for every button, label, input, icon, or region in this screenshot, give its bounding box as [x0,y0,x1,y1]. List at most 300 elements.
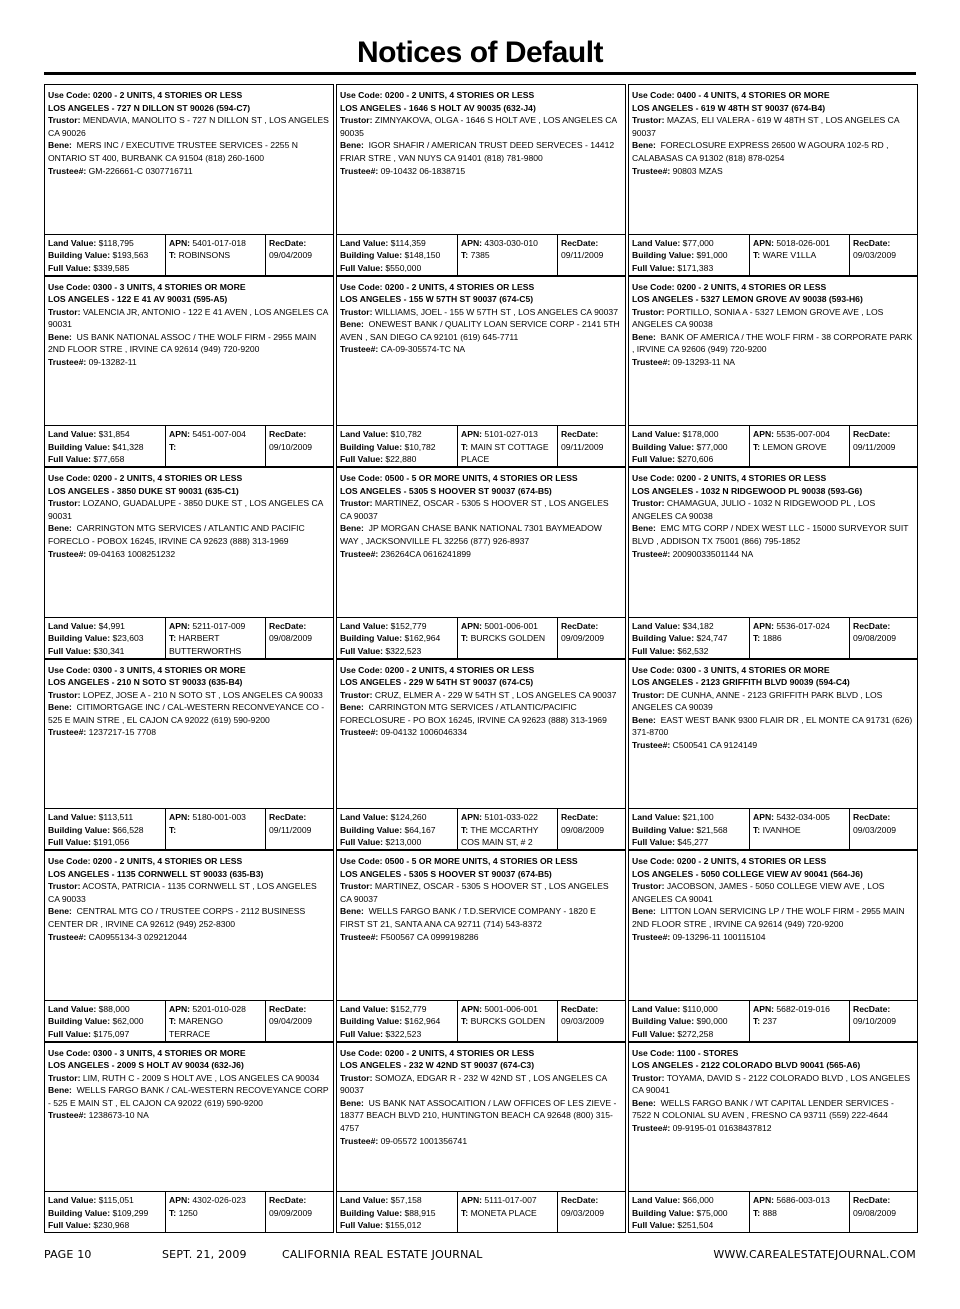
use-code-label: Use Code: [632,856,675,866]
recdate-value: 09/08/2009 [269,633,313,644]
land-value-label: Land Value: [340,429,389,439]
building-value: $66,528 [112,824,144,835]
trustee-label: Trustee#: [48,931,87,942]
tract-label: T: [169,633,177,644]
values-column [629,1001,749,1041]
apn-label: APN: [169,1195,191,1205]
tract-value: 1886 [762,633,782,644]
bene-line [340,905,622,930]
full-value: $175,097 [93,1028,130,1039]
building-value: $109,299 [112,1207,149,1218]
bene-label: Bene: [48,523,72,534]
trustee-value: CA0955134-3 029212044 [88,931,188,942]
trustor-value: MARTINEZ, OSCAR - 5305 S HOOVER ST , LOS ANGELES CA 90037 [340,881,609,904]
use-code-value: 0200 - 2 UNITS, 4 STORIES OR LESS [676,856,827,866]
recdate-value: 09/10/2009 [269,441,313,452]
notice-body [632,664,914,752]
full-value-label: Full Value: [48,645,91,656]
full-value: $171,383 [677,262,714,273]
notice-body [340,664,622,740]
apn-value: 5018-026-001 [776,237,830,248]
use-code-line [48,855,330,868]
valuation-footer [629,617,917,658]
trustee-line [340,165,622,178]
notice-body [48,89,330,177]
land-value-label: Land Value: [48,237,97,248]
notice-body [48,664,330,740]
building-value: $10,782 [404,441,436,452]
recdate-value: 09/03/2009 [853,250,897,261]
recdate-value: 09/03/2009 [853,824,897,835]
apn-label: APN: [461,429,483,439]
full-value-label: Full Value: [48,1220,91,1231]
apn-label: APN: [169,620,191,631]
use-code-line [340,1047,622,1060]
bene-label: Bene: [48,1085,72,1096]
recdate-value: 09/10/2009 [853,1016,897,1027]
recdate-label: RecDate: [561,812,599,822]
recdate-column [849,1001,917,1041]
use-code-line [340,89,622,102]
trustee-line [48,726,330,739]
full-value: $213,000 [385,837,422,848]
land-value: $118,795 [98,237,134,248]
bene-label: Bene: [632,1097,656,1108]
use-code-label: Use Code: [340,90,383,100]
recdate-column [557,235,625,275]
tract-value: IVANHOE [762,824,801,835]
apn-label: APN: [753,237,775,248]
trustor-line [340,689,622,702]
apn-value: 5211-017-009 [192,620,246,631]
bene-line [48,701,330,726]
property-address: LOS ANGELES - 5050 COLLEGE VIEW AV 90041 (564-J6) [632,868,863,879]
bene-label: Bene: [48,702,72,713]
recdate-label: RecDate: [561,429,599,439]
valuation-footer [629,1191,917,1232]
building-value: $162,964 [404,633,441,644]
notice-record [628,276,918,468]
bene-label: Bene: [632,140,656,151]
notice-body [340,855,622,943]
use-code-value: 0200 - 2 UNITS, 4 STORIES OR LESS [676,281,827,292]
full-value: $322,523 [385,645,422,656]
values-column [45,809,165,849]
recdate-column [557,1192,625,1232]
trustor-value: LOPEZ, JOSE A - 210 N SOTO ST , LOS ANGELES CA 90033 [82,689,323,700]
apn-value: 5201-010-028 [192,1003,246,1014]
trustee-value: 09-04163 1008251232 [88,548,176,559]
building-value-label: Building Value: [340,1016,403,1027]
notice-record [44,84,334,276]
full-value: $22,880 [385,454,417,465]
use-code-line [340,855,622,868]
website-link[interactable]: WWW.CAREALESTATEJOURNAL.COM [713,1248,916,1261]
recdate-label: RecDate: [269,812,307,822]
trustee-line [340,931,622,944]
trustee-line [48,931,330,944]
use-code-label: Use Code: [632,281,675,292]
trustor-line [340,1072,622,1097]
use-code-line [632,472,914,485]
trustee-value: 09-04132 1006046334 [380,727,468,738]
trustor-label: Trustor: [340,306,373,317]
recdate-label: RecDate: [853,1003,891,1014]
use-code-line [340,281,622,294]
trustor-line [632,880,914,905]
bene-value: MERS INC / EXECUTIVE TRUSTEE SERVICES - 2255 N ONTARIO ST 400, BURBANK CA 91504 (818) 260-1600 [48,140,298,163]
use-code-label: Use Code: [48,281,91,292]
notice-body [340,472,622,560]
values-column [629,618,749,658]
trustee-label: Trustee#: [340,548,379,559]
land-value-label: Land Value: [48,620,97,631]
trustee-value: 09-9195-01 01638437812 [672,1123,772,1134]
use-code-label: Use Code: [48,856,91,866]
full-value-label: Full Value: [340,645,383,656]
bene-line [340,139,622,164]
tract-value: THE MCCARTHY COS MAIN ST, # 2 [461,824,539,848]
notice-body [632,89,914,177]
apn-column [749,235,849,275]
apn-label: APN: [753,620,775,631]
trustee-line [632,739,914,752]
use-code-value: 0200 - 2 UNITS, 4 STORIES OR LESS [384,1047,535,1058]
values-column [629,235,749,275]
bene-label: Bene: [340,523,364,534]
land-value-label: Land Value: [48,429,97,439]
notice-body [48,472,330,560]
tract-value: 888 [762,1207,777,1218]
trustor-value: MARTINEZ, OSCAR - 5305 S HOOVER ST , LOS ANGELES CA 90037 [340,498,609,521]
apn-column [165,618,265,658]
notice-record [628,850,918,1042]
recdate-column [265,426,333,466]
property-address: LOS ANGELES - 5327 LEMON GROVE AV 90038 (593-H6) [632,294,863,305]
use-code-line [632,855,914,868]
trustor-value: TOYAMA, DAVID S - 2122 COLORADO BLVD , LOS ANGELES CA 90041 [632,1072,911,1096]
building-value-label: Building Value: [48,250,111,261]
tract-label: T: [169,1016,177,1027]
bene-value: US BANK NATIONAL ASSOC / THE WOLF FIRM - 2955 MAIN 2ND FLOOR STRE , IRVINE CA 92614 (949) 720-9200 [48,331,317,355]
bene-value: CITIMORTGAGE INC / CAL-WESTERN RECONVEYANCE CO - 525 E MAIN STRE , EL CAJON CA 92022 (619) 590-9200 [48,702,325,725]
use-code-label: Use Code: [340,281,383,292]
recdate-label: RecDate: [269,429,307,439]
notice-record [336,276,626,468]
trustee-line [340,1135,622,1148]
property-address: LOS ANGELES - 229 W 54TH ST 90037 (674-C5) [340,677,534,688]
use-code-value: 0200 - 2 UNITS, 4 STORIES OR LESS [92,90,243,100]
apn-value: 5682-019-016 [776,1003,830,1014]
trustee-value: 09-13296-11 100115104 [672,931,766,942]
tract-value: BURCKS GOLDEN [470,633,546,644]
building-value: $90,000 [696,1016,728,1027]
apn-column [457,809,557,849]
full-value-label: Full Value: [632,837,675,848]
trustor-label: Trustor: [340,1072,373,1083]
use-code-line [48,472,330,485]
bene-value: IGOR SHAFIR / AMERICAN TRUST DEED SERVECES - 14412 FRIAR STRE , VAN NUYS CA 91401 (818) 781-9800 [340,140,615,163]
full-value: $155,012 [385,1220,422,1231]
trustor-label: Trustor: [340,881,373,892]
apn-label: APN: [461,237,483,248]
bene-line [340,318,622,343]
property-address: LOS ANGELES - 155 W 57TH ST 90037 (674-C5) [340,294,534,305]
full-value-label: Full Value: [632,1028,675,1039]
valuation-footer [629,1000,917,1041]
page-title: Notices of Default [356,36,604,69]
tract-label: T: [753,633,761,644]
bene-label: Bene: [340,702,364,713]
trustor-label: Trustor: [48,689,81,700]
full-value: $62,532 [677,645,709,656]
use-code-line [48,281,330,294]
property-address: LOS ANGELES - 2123 GRIFFITH BLVD 90039 (594-C4) [632,677,850,688]
land-value-label: Land Value: [340,1003,389,1014]
trustor-value: SOMOZA, EDGAR R - 232 W 42ND ST , LOS ANGELES CA 90037 [340,1072,607,1096]
title-rule [44,72,916,75]
values-column [629,809,749,849]
notice-record [336,84,626,276]
notice-record [44,467,334,659]
tract-label: T: [169,824,177,835]
apn-value: 4302-026-023 [192,1195,246,1205]
land-value: $124,260 [390,812,427,822]
values-column [337,235,457,275]
tract-value: MAIN ST COTTAGE PLACE [461,441,549,465]
trustor-line [632,689,914,714]
notice-record [336,850,626,1042]
bene-label: Bene: [340,1097,364,1108]
apn-column [749,426,849,466]
trustor-label: Trustor: [632,306,665,317]
trustee-label: Trustee#: [340,727,379,738]
property-address: LOS ANGELES - 619 W 48TH ST 90037 (674-B4) [632,102,826,113]
tract-label: T: [461,1207,469,1218]
building-value: $77,000 [696,441,728,452]
property-address: LOS ANGELES - 727 N DILLON ST 90026 (594-C7) [48,102,251,113]
tract-value: 1250 [178,1207,198,1218]
tract-value: WARE V1LLA [762,250,817,261]
values-column [45,235,165,275]
land-value: $110,000 [682,1003,718,1014]
notice-body [632,855,914,943]
trustor-line [48,689,330,702]
use-code-value: 0300 - 3 UNITS, 4 STORIES OR MORE [676,664,830,675]
values-column [45,618,165,658]
full-value-label: Full Value: [48,837,91,848]
bene-value: WELLS FARGO BANK / T.D.SERVICE COMPANY - 1820 E FIRST ST 21, SANTA ANA CA 92711 (714) 543-8372 [340,906,596,929]
full-value-label: Full Value: [340,837,383,848]
trustee-label: Trustee#: [340,1135,379,1146]
full-value: $45,277 [677,837,709,848]
land-value-label: Land Value: [632,237,681,248]
tract-label: T: [169,250,177,261]
trustor-value: ZIMNYAKOVA, OLGA - 1646 S HOLT AVE , LOS ANGELES CA 90035 [340,115,617,138]
building-value: $23,603 [112,633,144,644]
recdate-value: 09/08/2009 [561,824,605,835]
land-value: $178,000 [682,429,719,439]
apn-value: 5180-001-003 [192,812,246,822]
land-value: $34,182 [682,620,714,631]
bene-value: CARRINGTON MTG SERVICES / ATLANTIC AND PACIFIC FORECLO - POBOX 16245, IRVINE CA 92623 (888) 313-1969 [48,523,305,546]
trustor-value: LIM, RUTH C - 2009 S HOLT AVE , LOS ANGELES CA 90034 [82,1072,320,1083]
trustee-value: 1237217-15 7708 [88,727,156,738]
bene-line [632,139,914,164]
apn-label: APN: [461,620,483,631]
trustee-line [632,1122,914,1135]
apn-column [457,235,557,275]
trustee-line [340,343,622,356]
full-value-label: Full Value: [632,1220,675,1231]
tract-value: MARENGO TERRACE [169,1016,223,1039]
apn-value: 5111-017-007 [484,1195,537,1205]
land-value-label: Land Value: [632,620,681,631]
trustor-value: CHAMAGUA, JULIO - 1032 N RIDGEWOOD PL , LOS ANGELES CA 90038 [632,498,876,521]
bene-line [340,522,622,547]
trustor-line [340,306,622,319]
trustee-label: Trustee#: [632,931,671,942]
full-value: $251,504 [677,1220,714,1231]
trustee-label: Trustee#: [48,357,87,368]
trustee-label: Trustee#: [48,727,87,738]
building-value: $193,563 [112,250,149,261]
building-value: $41,328 [112,441,144,452]
building-value-label: Building Value: [48,633,111,644]
bene-label: Bene: [340,140,364,151]
use-code-line [632,664,914,677]
bene-label: Bene: [632,523,656,534]
values-column [337,426,457,466]
notice-record [44,276,334,468]
trustee-label: Trustee#: [340,344,379,355]
apn-value: 5686-003-013 [776,1195,830,1205]
trustee-value: GM-226661-C 0307716711 [88,165,193,176]
building-value: $21,568 [696,824,728,835]
tract-value: LEMON GROVE [762,441,827,452]
apn-column [749,1001,849,1041]
tract-label: T: [753,250,761,261]
use-code-line [48,664,330,677]
building-value: $75,000 [696,1207,728,1218]
full-value-label: Full Value: [632,454,675,465]
trustee-value: 236264CA 0616241899 [380,548,471,559]
property-address: LOS ANGELES - 2009 S HOLT AV 90034 (632-J6) [48,1060,244,1071]
trustee-label: Trustee#: [632,165,671,176]
full-value-label: Full Value: [340,454,383,465]
recdate-label: RecDate: [269,620,307,631]
use-code-value: 0300 - 3 UNITS, 4 STORIES OR MORE [92,281,246,292]
trustee-value: 20090033501144 NA [672,548,754,559]
recdate-column [265,618,333,658]
valuation-footer [337,1191,625,1232]
trustee-line [632,548,914,561]
full-value-label: Full Value: [340,1028,383,1039]
land-value: $113,511 [98,812,134,822]
recdate-value: 09/08/2009 [853,633,897,644]
notice-record [336,1042,626,1234]
tract-value: 237 [762,1016,777,1027]
apn-label: APN: [169,429,191,439]
apn-column [457,1192,557,1232]
bene-value: BANK OF AMERICA / THE WOLF FIRM - 38 CORPORATE PARK , IRVINE CA 92606 (949) 720-9200 [632,331,913,355]
building-value: $88,915 [404,1207,436,1218]
recdate-label: RecDate: [853,429,891,439]
land-value: $114,359 [390,237,426,248]
recdate-label: RecDate: [561,237,599,248]
tract-label: T: [461,250,469,261]
bene-value: WELLS FARGO BANK / WT CAPITAL LENDER SERVICES - 7522 N COLONIAL SU AVEN , FRESNO CA 93711 (559) 222-4644 [632,1097,894,1121]
tract-label: T: [753,1016,761,1027]
trustee-label: Trustee#: [48,548,87,559]
notice-body [632,281,914,369]
notice-record [44,850,334,1042]
values-column [629,426,749,466]
notices-grid [44,84,918,1236]
property-address: LOS ANGELES - 122 E 41 AV 90031 (595-A5) [48,294,228,305]
recdate-value: 09/11/2009 [561,250,604,261]
trustor-line [632,497,914,522]
recdate-value: 09/03/2009 [561,1016,605,1027]
apn-label: APN: [753,429,775,439]
values-column [45,426,165,466]
tract-label: T: [169,1207,177,1218]
apn-value: 5101-033-022 [484,812,538,822]
recdate-column [849,618,917,658]
building-value-label: Building Value: [632,633,695,644]
notice-record [336,659,626,851]
use-code-value: 0200 - 2 UNITS, 4 STORIES OR LESS [92,856,243,866]
building-value: $64,167 [404,824,436,835]
tract-label: T: [169,441,177,452]
building-value-label: Building Value: [632,441,695,452]
apn-label: APN: [169,812,191,822]
property-address: LOS ANGELES - 1646 S HOLT AV 90035 (632-J4) [340,102,536,113]
bene-value: CARRINGTON MTG SERVICES / ATLANTIC/PACIFIC FORECLOSURE - PO BOX 16245, IRVINE CA 92623 (888) 313-1969 [340,702,607,725]
trustor-line [340,880,622,905]
bene-line [340,701,622,726]
land-value: $152,779 [390,1003,427,1014]
tract-value: 7385 [470,250,490,261]
values-column [337,1001,457,1041]
full-value-label: Full Value: [632,262,675,273]
trustor-value: VALENCIA JR, ANTONIO - 122 E 41 AVEN , LOS ANGELES CA 90031 [48,306,328,330]
full-value: $77,658 [93,454,125,465]
apn-column [165,809,265,849]
trustor-line [632,114,914,139]
tract-value: MONETA PLACE [470,1207,537,1218]
notice-body [48,855,330,943]
trustor-line [48,114,330,139]
trustee-line [632,356,914,369]
valuation-footer [629,808,917,849]
notice-record [44,659,334,851]
apn-column [165,1001,265,1041]
building-value-label: Building Value: [632,1207,695,1218]
apn-label: APN: [753,812,775,822]
full-value: $339,585 [93,262,130,273]
full-value-label: Full Value: [48,454,91,465]
trustor-value: JACOBSON, JAMES - 5050 COLLEGE VIEW AVE , LOS ANGELES CA 90041 [632,881,885,904]
recdate-label: RecDate: [561,620,599,631]
land-value-label: Land Value: [48,1195,97,1205]
land-value: $10,782 [390,429,422,439]
use-code-label: Use Code: [340,1047,383,1058]
building-value: $24,747 [696,633,728,644]
apn-label: APN: [169,1003,191,1014]
apn-value: 5401-017-018 [192,237,246,248]
bene-label: Bene: [48,140,72,151]
